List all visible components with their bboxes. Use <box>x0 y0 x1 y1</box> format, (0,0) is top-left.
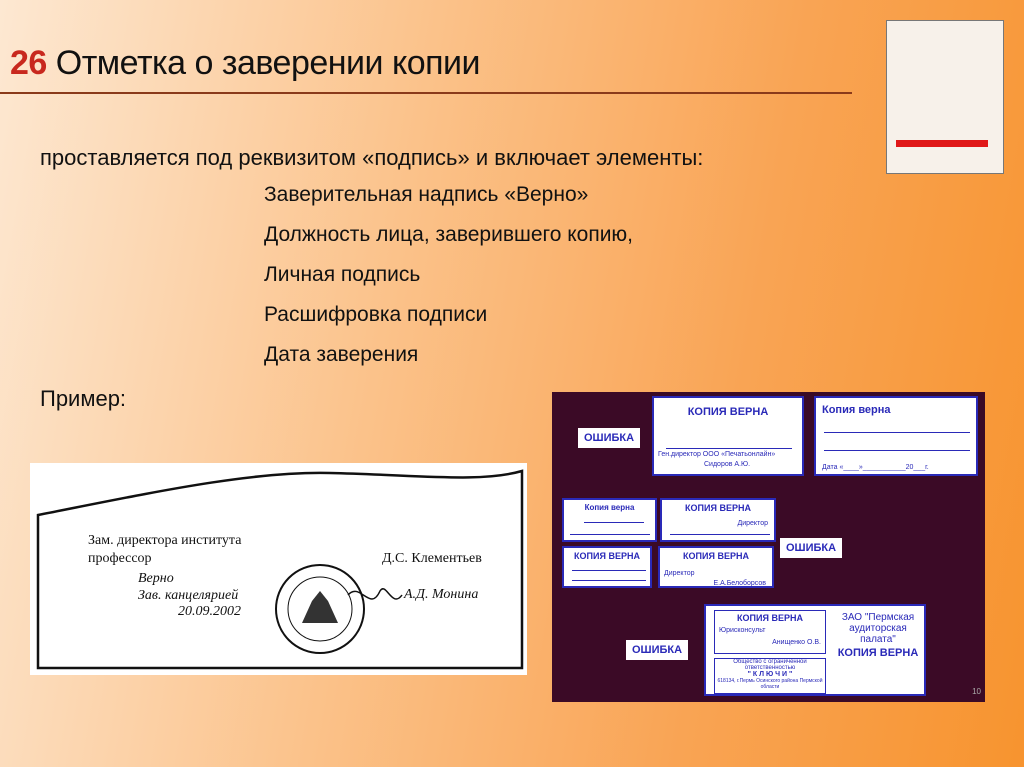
signature-icon <box>348 589 402 599</box>
error-badge: ОШИБКА <box>626 640 688 660</box>
scan-verno: Верно <box>138 571 174 586</box>
scan-name-1: Д.С. Клементьев <box>382 551 482 566</box>
list-item: Заверительная надпись «Верно» <box>264 183 589 206</box>
stamp-examples-panel <box>552 392 985 702</box>
scan-name-2: А.Д. Монина <box>404 587 479 602</box>
list-item: Дата заверения <box>264 343 419 366</box>
scanned-example <box>30 463 527 675</box>
stamp-small: Копия верна <box>562 498 657 542</box>
stamp-small-2: КОПИЯ ВЕРНА <box>562 546 652 588</box>
stamp-klyuchi: Общество с ограниченной ответственностью " К Л Ю Ч И " 618134, г.Пермь Осинского района Пермской области <box>714 658 826 694</box>
list-item: Должность лица, заверившего копию, <box>264 223 634 246</box>
stamp-zao: ЗАО "Пермская аудиторская палата" КОПИЯ ВЕРНА <box>837 612 919 659</box>
title-rule <box>0 92 852 94</box>
stamp-belogorodov: КОПИЯ ВЕРНА Директор Е.А.Белоборсов <box>658 546 774 588</box>
slide-number: 26 <box>10 44 47 82</box>
error-badge: ОШИБКА <box>780 538 842 558</box>
corner-decoration-box <box>886 20 1004 174</box>
stamp-with-date: Копия верна Дата «____»___________20___г. <box>814 396 978 476</box>
scan-date: 20.09.2002 <box>178 604 241 619</box>
list-item: Расшифровка подписи <box>264 303 488 326</box>
slide-title-text: Отметка о заверении копии <box>55 44 481 82</box>
example-label: Пример: <box>40 386 127 411</box>
scan-title: профессор <box>88 551 152 566</box>
error-badge: ОШИБКА <box>578 428 640 448</box>
slide-title <box>10 44 480 83</box>
corner-red-bar <box>896 140 988 147</box>
stamp-legal <box>704 604 926 696</box>
list-item: Личная подпись <box>264 263 421 286</box>
scan-position: Зам. директора института <box>88 533 242 548</box>
scan-document-outline <box>30 463 527 675</box>
page-number: 10 <box>972 687 981 696</box>
stamp-correct: КОПИЯ ВЕРНА Ген.директор ООО «Печатьонлайн» Сидоров А.Ю. <box>652 396 804 476</box>
stamp-director: КОПИЯ ВЕРНА Директор <box>660 498 776 542</box>
intro-text: проставляется под реквизитом «подпись» и включает элементы: <box>40 145 704 170</box>
stamp-legal-inner: КОПИЯ ВЕРНА Юрисконсульт Анищенко О.В. <box>714 610 826 654</box>
scan-role: Зав. канцелярией <box>138 588 239 603</box>
elements-list <box>264 182 633 382</box>
